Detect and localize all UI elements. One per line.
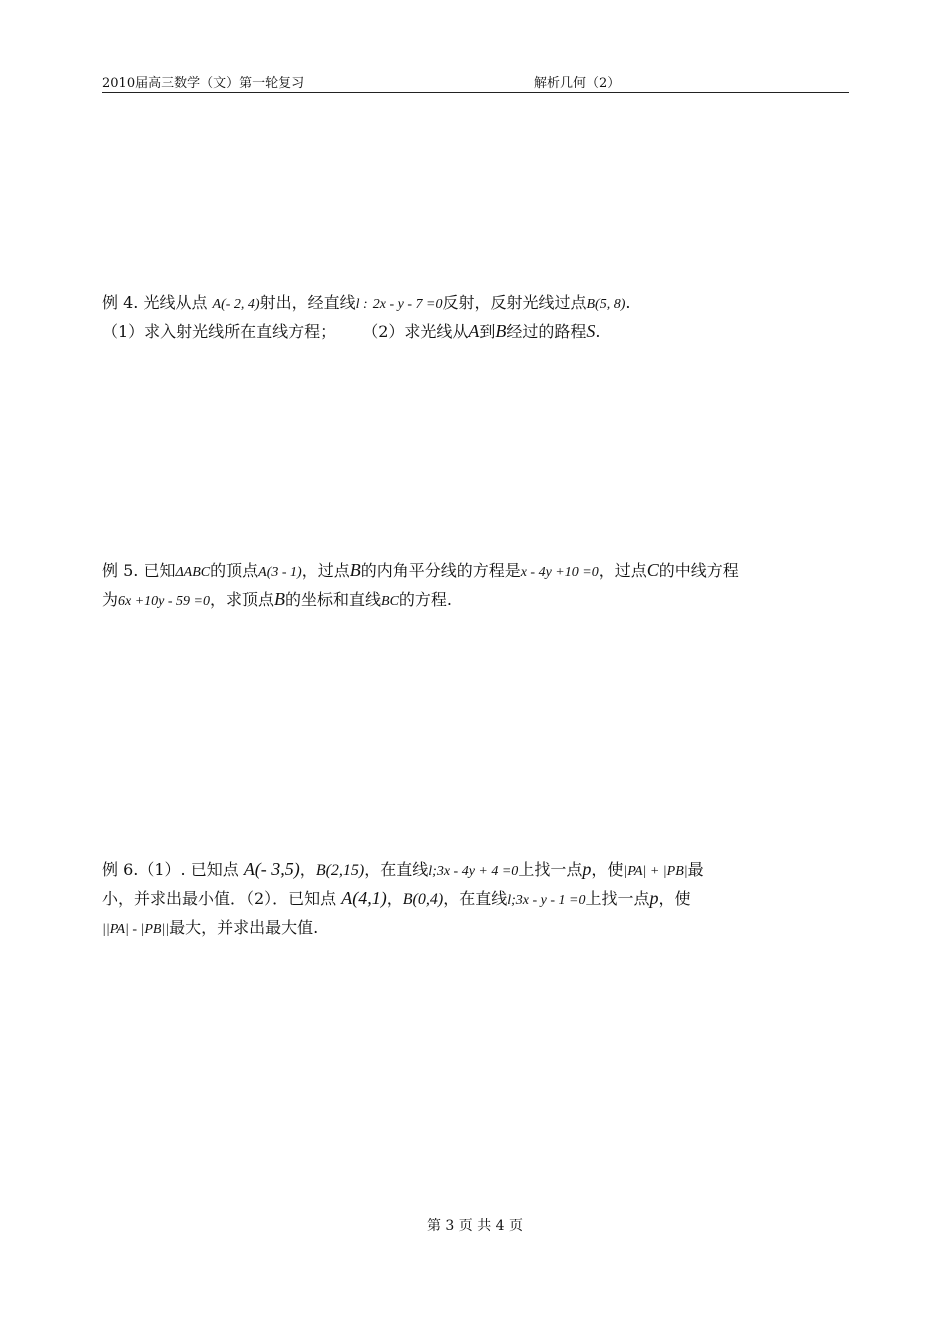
text: 的顶点 [210,561,259,580]
math-point-b: B(0,4) [402,891,444,908]
header-section-title: 解析几何（2） [534,76,621,91]
math-point-b: B(5, 8) [586,297,626,312]
text: 上找一点 [518,860,583,879]
text: 上找一点 [585,889,650,908]
math-s: S [586,321,596,341]
text: 反射，反射光线过点 [442,293,587,312]
text: ，使 [591,860,624,879]
math-line-l: l : [355,297,368,312]
text: （1）. 已知点 [138,860,244,879]
example-5-label: 例 5. [102,561,139,580]
example-4-line-1 [102,288,850,317]
text: 最 [687,860,704,879]
text: 到 [479,322,496,341]
math-bc: BC [381,594,399,609]
text: ， [299,860,316,879]
math-point-a: A(4,1) [341,888,387,908]
text: ，过点 [301,561,350,580]
text: 的方程. [398,590,453,609]
example-6-line-2 [102,884,850,913]
math-triangle-abc: ΔABC [175,565,211,580]
example-4 [102,288,850,346]
example-4-line-2 [102,317,850,346]
math-sum-distance: |PA| + |PB| [623,864,688,879]
math-difference-distance: ||PA| - |PB|| [102,922,170,937]
math-point-b: B(2,15) [315,862,365,879]
page-header [102,72,849,93]
text: 经过的路程 [506,322,587,341]
math-median-equation: 6x +10y - 59 =0 [118,594,210,609]
text: ，使 [658,889,691,908]
math-line-equation: l;3x - 4y + 4 =0 [428,864,519,879]
math-b: B [349,560,361,580]
math-point-a: A(- 3,5) [243,859,300,879]
header-course-title: 2010届高三数学（文）第一轮复习 [102,76,305,91]
text: 已知 [138,561,176,580]
text: ，在直线 [364,860,429,879]
text: ，过点 [598,561,647,580]
example-6-line-1 [102,855,850,884]
text: 最大，并求出最大值. [169,918,319,937]
example-4-label: 例 4. [102,293,139,312]
text: ， [386,889,403,908]
math-c: C [646,560,659,580]
math-line-equation: 2x - y - 7 =0 [372,297,443,312]
text: ，求顶点 [210,590,275,609]
math-line-equation: l;3x - y - 1 =0 [507,893,586,908]
example-6-line-3 [102,913,850,942]
text: 为 [102,590,119,609]
math-b: B [495,321,507,341]
text: 射出，经直线 [259,293,356,312]
text: 的中线方程 [658,561,739,580]
text: 的坐标和直线 [285,590,382,609]
text: 小，并求出最小值．（2）．已知点 [102,889,342,908]
question-1: （1）求入射光线所在直线方程； [102,322,337,341]
text: . [625,293,631,312]
math-point-a: A(3 - 1) [258,565,302,580]
example-5-line-2 [102,585,850,614]
example-6-label: 例 6. [102,860,139,879]
text: . [595,322,601,341]
text: ，在直线 [443,889,508,908]
math-bisector-equation: x - 4y +10 =0 [520,565,599,580]
example-6 [102,855,850,942]
text: 的内角平分线的方程是 [360,561,521,580]
example-5-line-1 [102,556,850,585]
math-point-a: A(- 2, 4) [212,297,260,312]
math-b: B [274,589,286,609]
example-5 [102,556,850,614]
math-a: A [468,321,480,341]
page-footer: 第 3 页 共 4 页 [426,1218,524,1234]
math-p: p [582,859,592,879]
question-2: （2）求光线从 [362,322,469,341]
text: 光线从点 [138,293,213,312]
math-p: p [649,888,659,908]
